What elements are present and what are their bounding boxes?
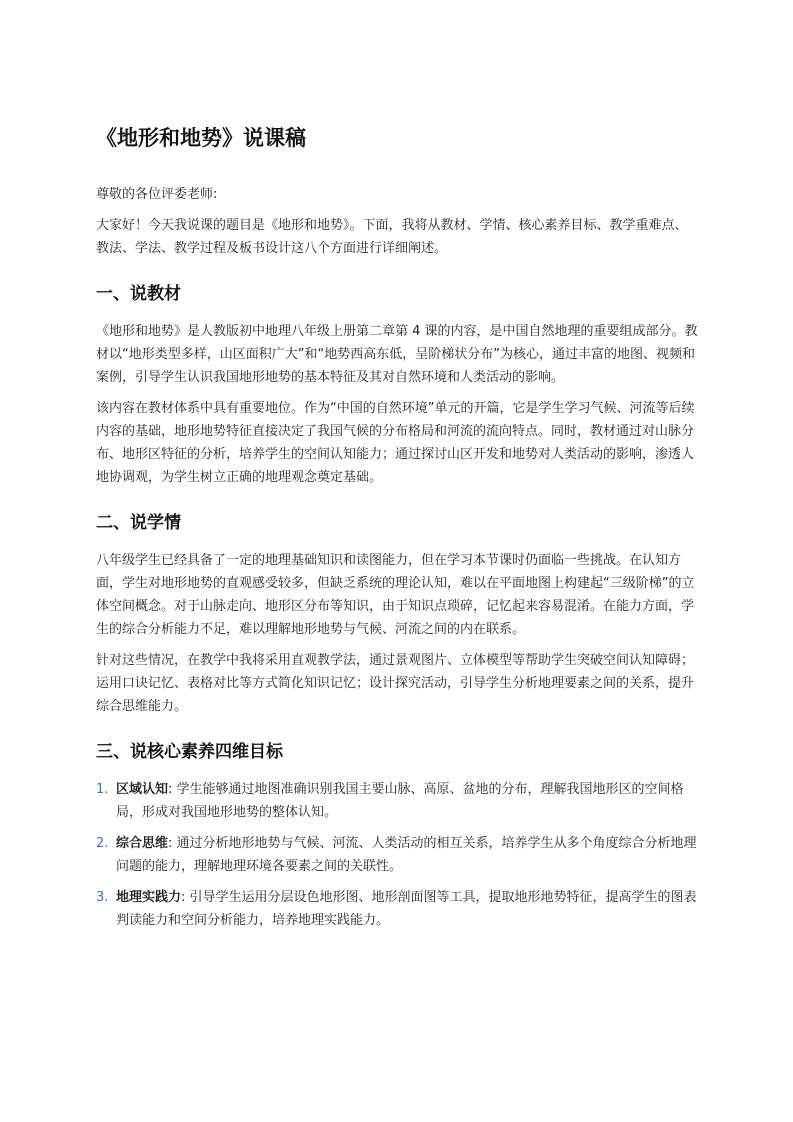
list-item bbox=[96, 886, 698, 932]
list-item bbox=[96, 778, 698, 824]
section-heading-students: 二、说学情 bbox=[96, 513, 181, 533]
list-text: 引导学生运用分层设色地形图、地形剖面图等工具，提取地形地势特征，提高学生的图表判读能力和空间分析能力，培养地理实践能力。 bbox=[116, 890, 697, 928]
list-separator: : bbox=[181, 890, 190, 905]
students-paragraph-2: 针对这些情况，在教学中我将采用直观教学法，通过景观图片、立体模型等帮助学生突破空间认知障碍；运用口诀记忆、表格对比等方式简化知识记忆；设计探究活动，引导学生分析地理要素之间的关系，提升综合思维能力。 bbox=[96, 653, 695, 714]
list-separator: : bbox=[168, 782, 177, 797]
textbook-paragraph-2: 该内容在教材体系中具有重要地位。作为“中国的自然环境”单元的开篇，它是学生学习气候、河流等后续内容的基础，地形地势特征直接决定了我国气候的分布格局和河流的流向特点。同时，教材通过对山脉分布、地形区特征的分析，培养学生的空间认知能力；通过探讨山区开发和地势对人类活动的影响，渗透人地协调观，为学生树立正确的地理观念奠定基础。 bbox=[96, 401, 695, 485]
list-term: 区域认知 bbox=[116, 782, 169, 797]
list-separator: : bbox=[168, 836, 177, 851]
students-paragraph-1: 八年级学生已经具备了一定的地理基础知识和读图能力，但在学习本节课时仍面临一些挑战。在认知方面，学生对地形地势的直观感受较多，但缺乏系统的理论认知，难以在平面地图上构建起“三级阶梯”的立体空间概念。对于山脉走向、地形区分布等知识，由于知识点琐碎，记忆起来容易混淆。在能力方面，学生的综合分析能力不足，难以理解地形地势与气候、河流之间的内在联系。 bbox=[96, 553, 695, 637]
textbook-paragraph-1: 《地形和地势》是人教版初中地理八年级上册第二章第 4 课的内容，是中国自然地理的重要组成部分。教材以“地形类型多样，山区面积广大”和“地势西高东低，呈阶梯状分布”为核心，通过丰富的地图、视频和案例，引导学生认识我国地形地势的基本特征及其对自然环境和人类活动的影响。 bbox=[96, 324, 698, 385]
greeting: 尊敬的各位评委老师: bbox=[96, 187, 218, 202]
list-text: 学生能够通过地图准确识别我国主要山脉、高原、盆地的分布，理解我国地形区的空间格局，形成对我国地形地势的整体认知。 bbox=[116, 782, 684, 820]
section-heading-textbook: 一、说教材 bbox=[96, 284, 181, 304]
objectives-list bbox=[96, 778, 698, 932]
list-term: 地理实践力 bbox=[116, 890, 182, 905]
list-item bbox=[96, 832, 698, 878]
document-title: 《地形和地势》说课稿 bbox=[96, 126, 306, 150]
list-number: 3. bbox=[96, 890, 109, 905]
section-heading-objectives: 三、说核心素养四维目标 bbox=[96, 742, 283, 762]
document-page bbox=[96, 118, 698, 940]
list-number: 2. bbox=[96, 836, 109, 851]
intro-paragraph: 大家好！今天我说课的题目是《地形和地势》。下面，我将从教材、学情、核心素养目标、教学重难点、教法、学法、教学过程及板书设计这八个方面进行详细阐述。 bbox=[96, 218, 688, 256]
list-number: 1. bbox=[96, 782, 109, 797]
list-term: 综合思维 bbox=[116, 836, 169, 851]
list-text: 通过分析地形地势与气候、河流、人类活动的相互关系，培养学生从多个角度综合分析地理问题的能力，理解地理环境各要素之间的关联性。 bbox=[116, 836, 697, 874]
